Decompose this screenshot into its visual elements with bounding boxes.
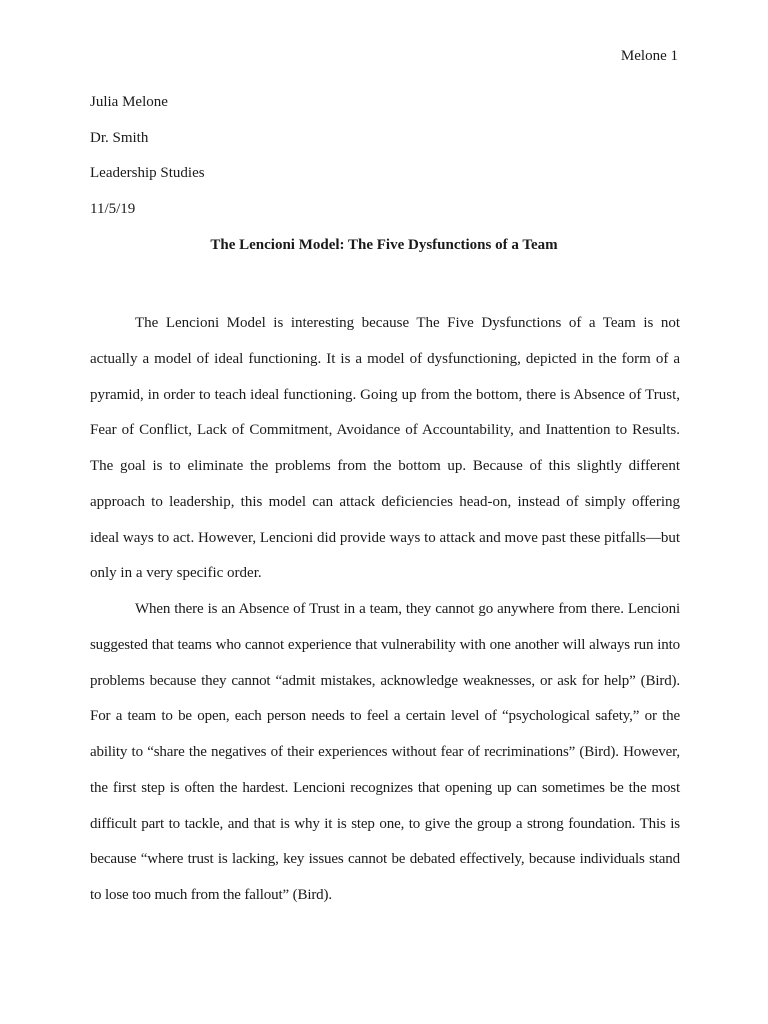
author-name: Julia Melone: [90, 94, 168, 110]
paper-title: The Lencioni Model: The Five Dysfunctions of a Team: [210, 237, 558, 253]
paragraph-1: The Lencioni Model is interesting because The Five Dysfunctions of a Team is not actually a model of ideal functioning. It is a model of dysfunctioning, depicted in the form of a pyramid, in order to teach ideal functioning. Going up from the bottom, there is Absence of Trust, Fear of Conflict, Lack of Commitment, Avoidance of Accountability, and Inattention to Results. The goal is to eliminate the problems from the bottom up. Because of this slightly different approach to leadership, this model can attack deficiencies head-on, instead of simply offering ideal ways to act. However, Lencioni did provide ways to attack and move past these pitfalls—but only in a very specific order.: [90, 315, 680, 582]
heading-block: [90, 92, 205, 234]
course-name: Leadership Studies: [90, 165, 205, 182]
paragraph-2: When there is an Absence of Trust in a team, they cannot go anywhere from there. Lencioni suggested that teams who cannot experience that vulnerability with one another will always run into problems because they cannot “admit mistakes, acknowledge weaknesses, or ask for help” (Bird). For a team to be open, each person needs to feel a certain level of “psychological safety,” or the ability to “share the negatives of their experiences without fear of recriminations” (Bird). However, the first step is often the hardest. Lencioni recognizes that opening up can sometimes be the most difficult part to tackle, and that is why it is step one, to give the group a strong foundation. This is because “where trust is lacking, key issues cannot be debated effectively, because individuals stand to lose too much from the fallout” (Bird).: [90, 601, 680, 903]
paper-date: 11/5/19: [90, 200, 136, 217]
instructor-name: Dr. Smith: [90, 129, 149, 146]
running-header: Melone 1: [620, 48, 678, 64]
body-text: [90, 306, 680, 914]
